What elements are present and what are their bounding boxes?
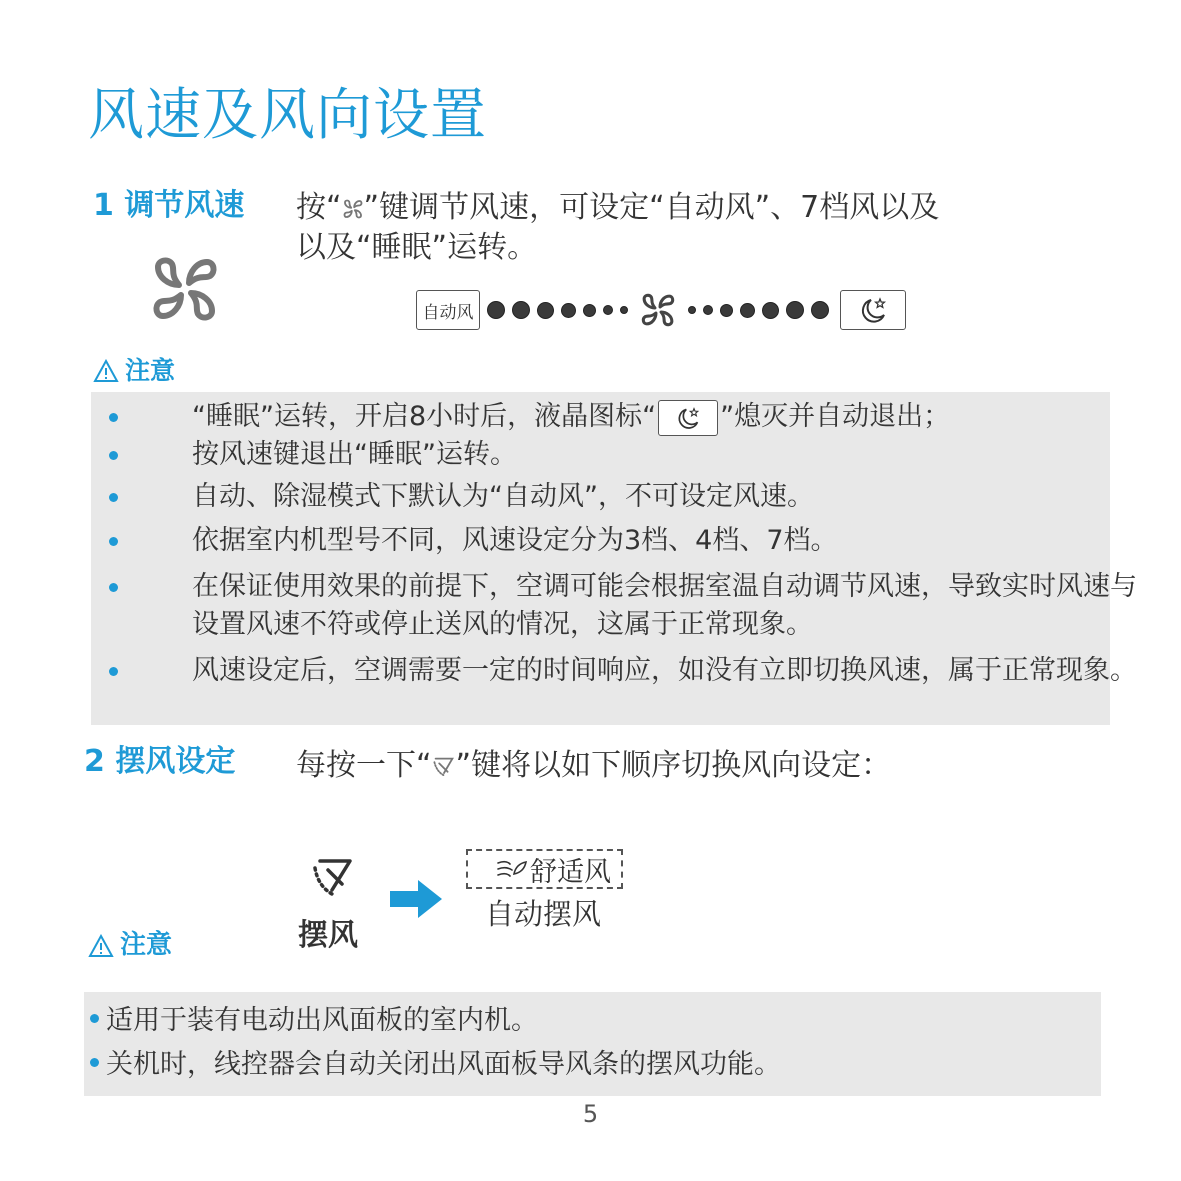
list-item: 按风速键退出“睡眠”运转。 (91, 436, 1070, 474)
list-item: 风速设定后，空调需要一定的时间响应，如没有立即切换风速，属于正常现象。 (91, 652, 1142, 690)
note1-heading: 注意 (93, 356, 175, 386)
swing-icon (310, 856, 356, 898)
list-item: 在保证使用效果的前提下，空调可能会根据室温自动调节风速，导致实时风速与设置风速不符或停止送风的情况，这属于正常现象。 (91, 568, 1142, 644)
speed-dot (703, 305, 713, 315)
arrow-right-icon (388, 878, 444, 920)
list-item: 关机时，线控器会自动关闭出风面板导风条的摆风功能。 (84, 1043, 1101, 1087)
comfort-wind-box: 舒适风 (466, 849, 623, 889)
speed-dot (620, 306, 628, 314)
section1-desc-line2: 以及“睡眠”运转。 (296, 230, 538, 265)
speed-dot (512, 301, 530, 319)
section2-heading: 2 摆风设定 (84, 744, 236, 779)
list-item: 依据室内机型号不同，风速设定分为3档、4档、7档。 (91, 522, 1070, 560)
fan-icon-small (639, 291, 677, 329)
section1-description (296, 188, 1096, 268)
swing-icon-inline (432, 756, 456, 778)
speed-dot (537, 302, 554, 319)
sleep-moon-icon (673, 406, 703, 430)
warning-icon (93, 359, 119, 383)
fan-icon-inline (342, 198, 364, 220)
list-item: 适用于装有电动出风面板的室内机。 (84, 999, 1101, 1043)
speed-dot (603, 305, 613, 315)
fan-icon (148, 252, 222, 326)
speed-dot (688, 306, 696, 314)
list-item: “睡眠”运转，开启8小时后，液晶图标“ ”熄灭并自动退出； (91, 398, 1070, 436)
auto-wind-box: 自动风 (416, 290, 480, 330)
page-number: 5 (582, 1100, 599, 1128)
page-title: 风速及风向设置 (88, 83, 487, 148)
speed-dot (720, 304, 733, 317)
speed-dot (583, 304, 596, 317)
section1-heading: 1 调节风速 (93, 188, 245, 223)
note1-box (91, 392, 1137, 725)
note2-heading: 注意 (88, 930, 172, 961)
section1-desc-line1: 按“ ”键调节风速，可设定“自动风”、7档风以及 (296, 190, 940, 225)
speed-dot (762, 302, 779, 319)
comfort-wind-icon (496, 858, 528, 880)
note2-box (84, 992, 1101, 1096)
auto-swing-label: 自动摆风 (485, 897, 602, 931)
speed-bar (416, 289, 906, 331)
section2-description: 每按一下“ ”键将以如下顺序切换风向设定： (296, 748, 892, 783)
list-item: 自动、除湿模式下默认为“自动风”，不可设定风速。 (91, 478, 1070, 516)
sleep-lcd-inline (658, 400, 718, 436)
warning-icon (88, 934, 114, 958)
speed-dot (811, 301, 829, 319)
speed-dot (740, 303, 755, 318)
sleep-moon-icon (856, 296, 890, 324)
speed-dot (786, 301, 804, 319)
sleep-box (840, 290, 906, 330)
speed-dot (487, 301, 505, 319)
speed-dot (561, 303, 576, 318)
swing-label: 摆风 (298, 918, 358, 953)
